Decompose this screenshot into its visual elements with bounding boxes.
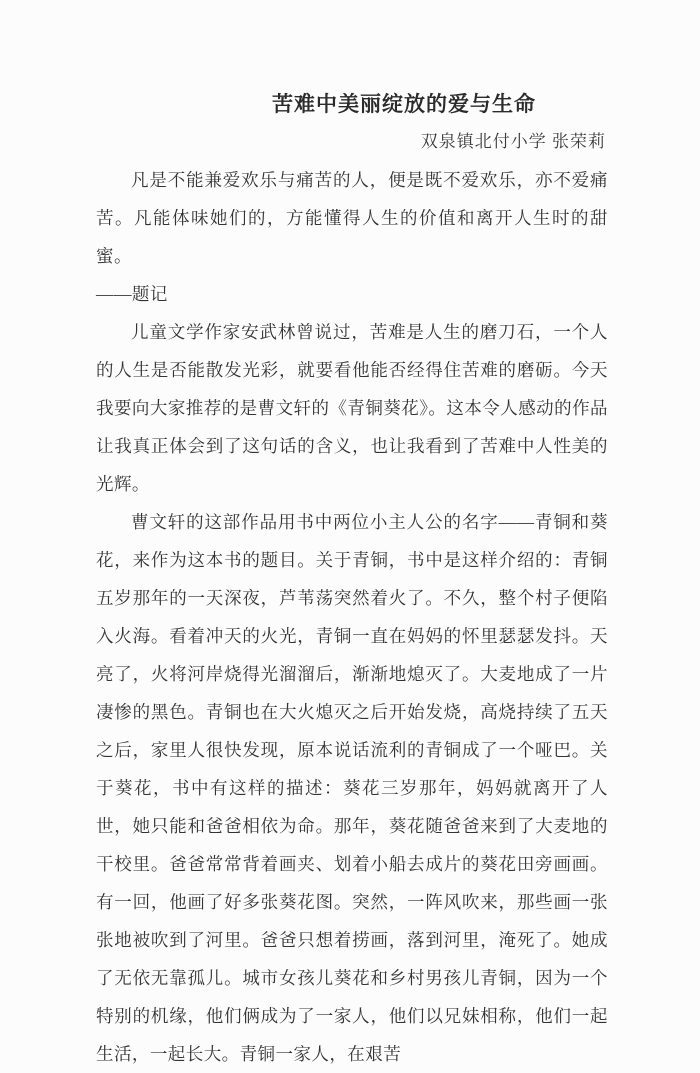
- paragraph-introduction: 儿童文学作家安武林曾说过，苦难是人生的磨刀石，一个人的人生是否能散发光彩，就要看他能否经得住苦难的磨砺。今天我要向大家推荐的是曹文轩的《青铜葵花》。这本令人感动的作品让我真正体会到了这句话的含义，也让我看到了苦难中人性美的光辉。: [96, 322, 608, 494]
- author-byline: 双泉镇北付小学 张荣莉: [420, 132, 606, 151]
- paragraph-epigraph-quote: 凡是不能兼爱欢乐与痛苦的人，便是既不爱欢乐，亦不爱痛苦。凡能体味她们的，方能懂得人生的价值和离开人生时的甜蜜。: [96, 170, 608, 266]
- essay-title: 苦难中美丽绽放的爱与生命: [272, 92, 536, 116]
- paragraph-epigraph-attribution: ——题记: [96, 284, 168, 304]
- paragraph-story-summary: 曹文轩的这部作品用书中两位小主人公的名字——青铜和葵花，来作为这本书的题目。关于青铜，书中是这样介绍的：青铜五岁那年的一天深夜，芦苇荡突然着火了。不久，整个村子便陷入火海。看着冲天的火光，青铜一直在妈妈的怀里瑟瑟发抖。天亮了，火将河岸烧得光溜溜后，渐渐地熄灭了。大麦地成了一片凄惨的黑色。青铜也在大火熄灭之后开始发烧，高烧持续了五天之后，家里人很快发现，原本说话流利的青铜成了一个哑巴。关于葵花，书中有这样的描述：葵花三岁那年，妈妈就离开了人世，她只能和爸爸相依为命。那年，葵花随爸爸来到了大麦地的干校里。爸爸常常背着画夹、划着小船去成片的葵花田旁画画。有一回，他画了好多张葵花图。突然，一阵风吹来，那些画一张张地被吹到了河里。爸爸只想着捞画，落到河里，淹死了。她成了无依无靠孤儿。城市女孩儿葵花和乡村男孩儿青铜，因为一个特别的机缘，他们俩成为了一家人，他们以兄妹相称，他们一起生活，一起长大。青铜一家人，在艰苦: [96, 512, 608, 1064]
- essay-body: [96, 161, 608, 1073]
